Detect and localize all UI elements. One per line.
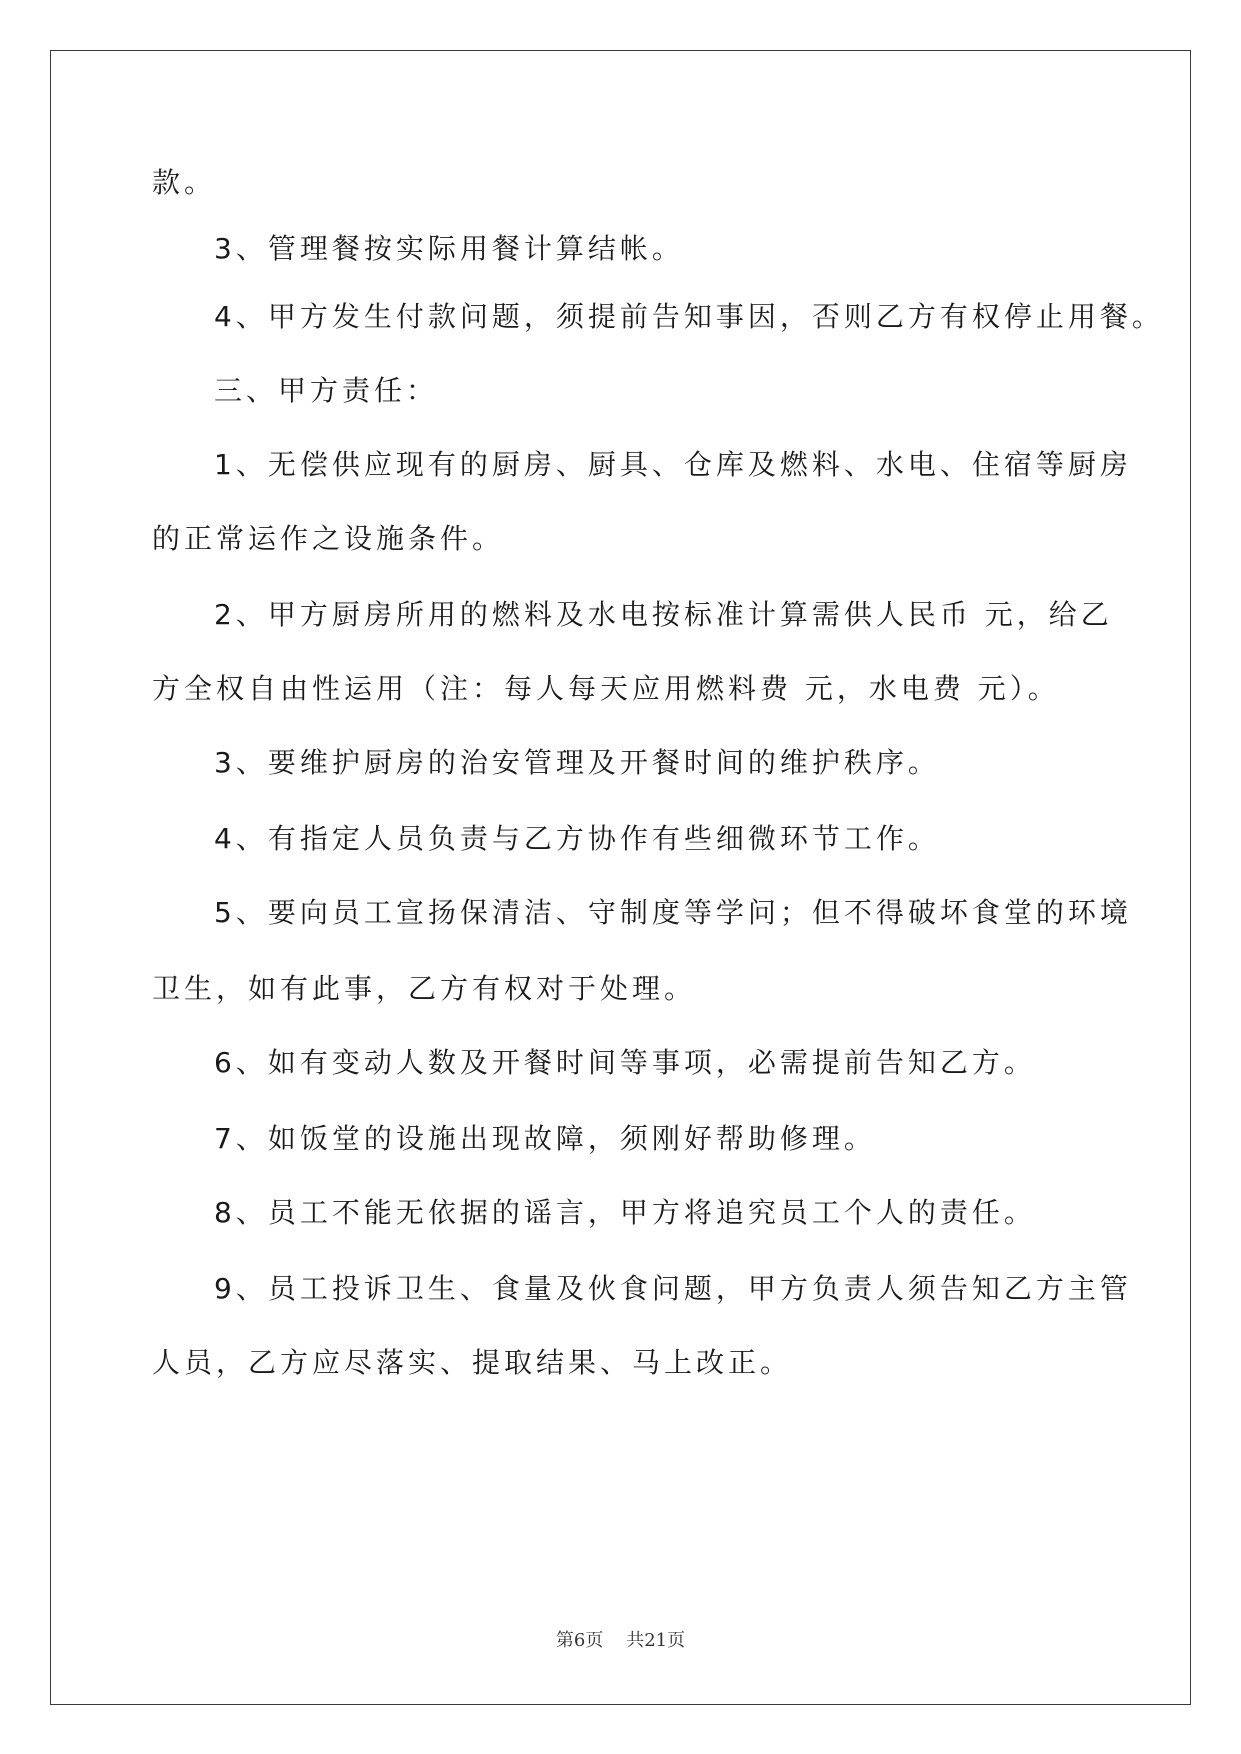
section-heading: 三、甲方责任： bbox=[214, 374, 439, 407]
text-line: 6、如有变动人数及开餐时间等事项，必需提前告知乙方。 bbox=[214, 1046, 1036, 1079]
page-total: 共21页 bbox=[626, 1630, 686, 1651]
text-line: 4、有指定人员负责与乙方协作有些细微环节工作。 bbox=[214, 822, 940, 855]
text-line: 8、员工不能无依据的谣言，甲方将追究员工个人的责任。 bbox=[214, 1196, 1036, 1229]
text-line: 3、要维护厨房的治安管理及开餐时间的维护秩序。 bbox=[214, 746, 940, 779]
text-line: 的正常运作之设施条件。 bbox=[152, 522, 505, 555]
text-line: 7、如饭堂的设施出现故障，须刚好帮助修理。 bbox=[214, 1122, 876, 1155]
text-line: 款。 bbox=[152, 166, 217, 199]
text-line: 人员，乙方应尽落实、提取结果、马上改正。 bbox=[152, 1346, 793, 1379]
text-line: 3、管理餐按实际用餐计算结帐。 bbox=[214, 232, 684, 265]
text-line: 1、无偿供应现有的厨房、厨具、仓库及燃料、水电、住宿等厨房 bbox=[214, 448, 1132, 481]
text-line: 方全权自由性运用（注：每人每天应用燃料费 元，水电费 元）。 bbox=[152, 672, 1060, 705]
page-number: 第6页 bbox=[555, 1630, 604, 1651]
text-line: 4、甲方发生付款问题，须提前告知事因，否则乙方有权停止用餐。 bbox=[214, 300, 1164, 333]
text-line: 2、甲方厨房所用的燃料及水电按标准计算需供人民币 元，给乙 bbox=[214, 598, 1113, 631]
text-line: 5、要向员工宣扬保清洁、守制度等学问；但不得破坏食堂的环境 bbox=[214, 896, 1132, 929]
page-footer bbox=[0, 1626, 1241, 1652]
text-line: 9、员工投诉卫生、食量及伙食问题，甲方负责人须告知乙方主管 bbox=[214, 1272, 1132, 1305]
text-line: 卫生，如有此事，乙方有权对于处理。 bbox=[152, 972, 697, 1005]
